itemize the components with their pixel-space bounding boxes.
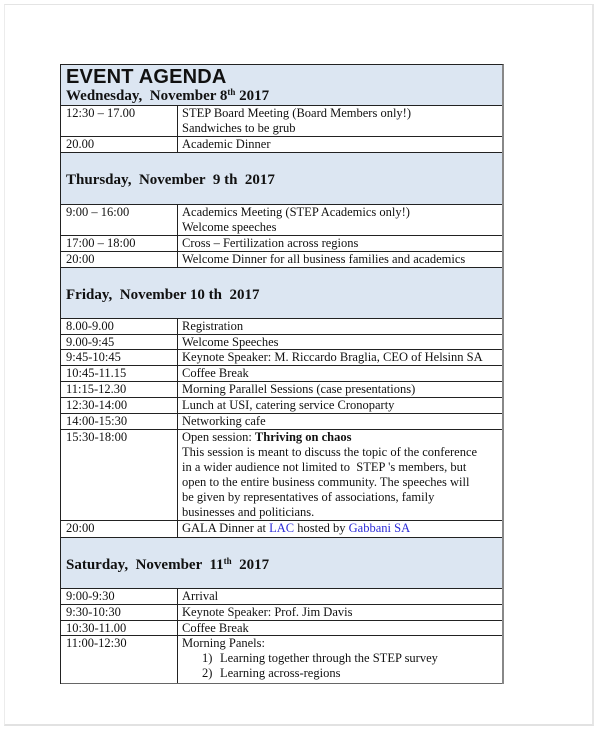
description-cell xyxy=(178,382,502,397)
description-cell xyxy=(178,252,502,267)
description-cell xyxy=(178,319,502,334)
description-line: Coffee Break xyxy=(182,366,249,380)
time-cell: 12:30 – 17.00 xyxy=(61,106,178,136)
day-label-sup: th xyxy=(227,87,236,97)
agenda-header-friday xyxy=(61,268,502,319)
agenda-row xyxy=(61,319,502,335)
lac-link[interactable]: LAC xyxy=(269,521,295,535)
description-cell xyxy=(178,205,502,235)
description-line: Sandwiches to be grub xyxy=(182,121,296,135)
description-cell xyxy=(178,335,502,349)
agenda-row xyxy=(61,252,502,268)
agenda-table xyxy=(60,64,504,684)
panel-title: Learning together through the STEP survey xyxy=(220,651,438,665)
description-line: Morning Panels: xyxy=(182,636,265,650)
panel-list-item xyxy=(182,651,502,666)
description-line: businesses and politicians. xyxy=(182,505,315,519)
list-number: 2) xyxy=(202,666,213,680)
agenda-row xyxy=(61,106,502,137)
day-label-sup: th xyxy=(223,556,232,566)
time-cell: 9:45-10:45 xyxy=(61,350,178,365)
description-line: Networking cafe xyxy=(182,414,266,428)
description-line: Welcome speeches xyxy=(182,220,277,234)
time-cell: 17:00 – 18:00 xyxy=(61,236,178,251)
agenda-row xyxy=(61,236,502,252)
time-cell: 10:45-11.15 xyxy=(61,366,178,381)
session-heading-prefix: Open session: xyxy=(182,430,255,444)
agenda-row xyxy=(61,382,502,398)
agenda-row xyxy=(61,205,502,236)
description-line: This session is meant to discuss the topic of the conference xyxy=(182,445,478,459)
description-line: Keynote Speaker: M. Riccardo Braglia, CEO of Helsinn SA xyxy=(182,350,483,364)
description-cell xyxy=(178,106,502,136)
panel-list-item xyxy=(182,666,502,681)
description-cell xyxy=(178,137,502,152)
description-cell xyxy=(178,589,502,604)
description-line xyxy=(182,521,502,536)
description-line: Lunch at USI, catering service Cronoparty xyxy=(182,398,395,412)
description-line: be given by representatives of associations, family xyxy=(182,490,435,504)
description-cell xyxy=(178,521,502,537)
description-line: Academic Dinner xyxy=(182,137,271,151)
description-cell xyxy=(178,350,502,365)
agenda-row xyxy=(61,589,502,605)
time-cell: 9.00-9:45 xyxy=(61,335,178,349)
day-label-year: 2017 xyxy=(235,88,270,104)
agenda-header-saturday xyxy=(61,538,502,589)
time-cell: 9:00 – 16:00 xyxy=(61,205,178,235)
day-label-year: 2017 xyxy=(231,557,270,573)
time-cell: 15:30-18:00 xyxy=(61,430,178,520)
day-heading-wednesday xyxy=(66,88,269,105)
time-cell: 12:30-14:00 xyxy=(61,398,178,413)
description-line: Welcome Speeches xyxy=(182,335,279,349)
description-cell xyxy=(178,605,502,620)
agenda-row xyxy=(61,605,502,621)
description-line: in a wider audience not limited to STEP 's members, but xyxy=(182,460,467,474)
agenda-header-wednesday xyxy=(61,65,502,106)
description-cell xyxy=(178,236,502,251)
time-cell: 14:00-15:30 xyxy=(61,414,178,429)
description-line: Welcome Dinner for all business families and academics xyxy=(182,252,466,266)
page-title: EVENT AGENDA xyxy=(66,66,227,88)
time-cell: 10:30-11.00 xyxy=(61,621,178,635)
description-line: Registration xyxy=(182,319,244,333)
description-cell xyxy=(178,398,502,413)
time-cell: 9:30-10:30 xyxy=(61,605,178,620)
text-fragment: hosted by xyxy=(294,521,349,535)
description-line: open to the entire business community. The speeches will xyxy=(182,475,470,489)
description-line: Arrival xyxy=(182,589,219,603)
day-heading-thursday: Thursday, November 9 th 2017 xyxy=(66,172,275,188)
agenda-row xyxy=(61,398,502,414)
agenda-row xyxy=(61,366,502,382)
agenda-row xyxy=(61,137,502,153)
description-cell xyxy=(178,414,502,429)
description-line: Keynote Speaker: Prof. Jim Davis xyxy=(182,605,353,619)
session-title: Thriving on chaos xyxy=(254,430,352,444)
description-line: Cross – Fertilization across regions xyxy=(182,236,359,250)
description-cell xyxy=(178,366,502,381)
description-cell xyxy=(178,636,502,683)
agenda-row xyxy=(61,414,502,430)
agenda-row xyxy=(61,521,502,538)
agenda-row xyxy=(61,350,502,366)
day-heading-saturday xyxy=(66,557,269,574)
description-line: Coffee Break xyxy=(182,621,249,635)
time-cell: 11:00-12:30 xyxy=(61,636,178,683)
agenda-row xyxy=(61,335,502,350)
day-label: Wednesday, November 8 xyxy=(66,88,228,104)
time-cell: 9:00-9:30 xyxy=(61,589,178,604)
description-cell xyxy=(178,430,502,520)
agenda-row xyxy=(61,636,502,684)
description-cell xyxy=(178,621,502,635)
day-label: Saturday, November 11 xyxy=(66,557,224,573)
description-line: STEP Board Meeting (Board Members only!) xyxy=(182,106,412,120)
gabbani-sa-link[interactable]: Gabbani SA xyxy=(348,521,411,535)
list-number: 1) xyxy=(202,651,213,665)
day-heading-friday: Friday, November 10 th 2017 xyxy=(66,287,260,303)
session-heading xyxy=(182,430,502,445)
agenda-row xyxy=(61,621,502,636)
agenda-row xyxy=(61,430,502,521)
panel-title: Learning across-regions xyxy=(220,666,341,680)
time-cell: 20.00 xyxy=(61,137,178,152)
time-cell: 8.00-9.00 xyxy=(61,319,178,334)
agenda-header-thursday xyxy=(61,153,502,205)
time-cell: 11:15-12.30 xyxy=(61,382,178,397)
description-line: Morning Parallel Sessions (case presentations) xyxy=(182,382,416,396)
description-line: Academics Meeting (STEP Academics only!) xyxy=(182,205,410,219)
time-cell: 20:00 xyxy=(61,252,178,267)
text-fragment: GALA Dinner at xyxy=(182,521,270,535)
time-cell: 20:00 xyxy=(61,521,178,537)
